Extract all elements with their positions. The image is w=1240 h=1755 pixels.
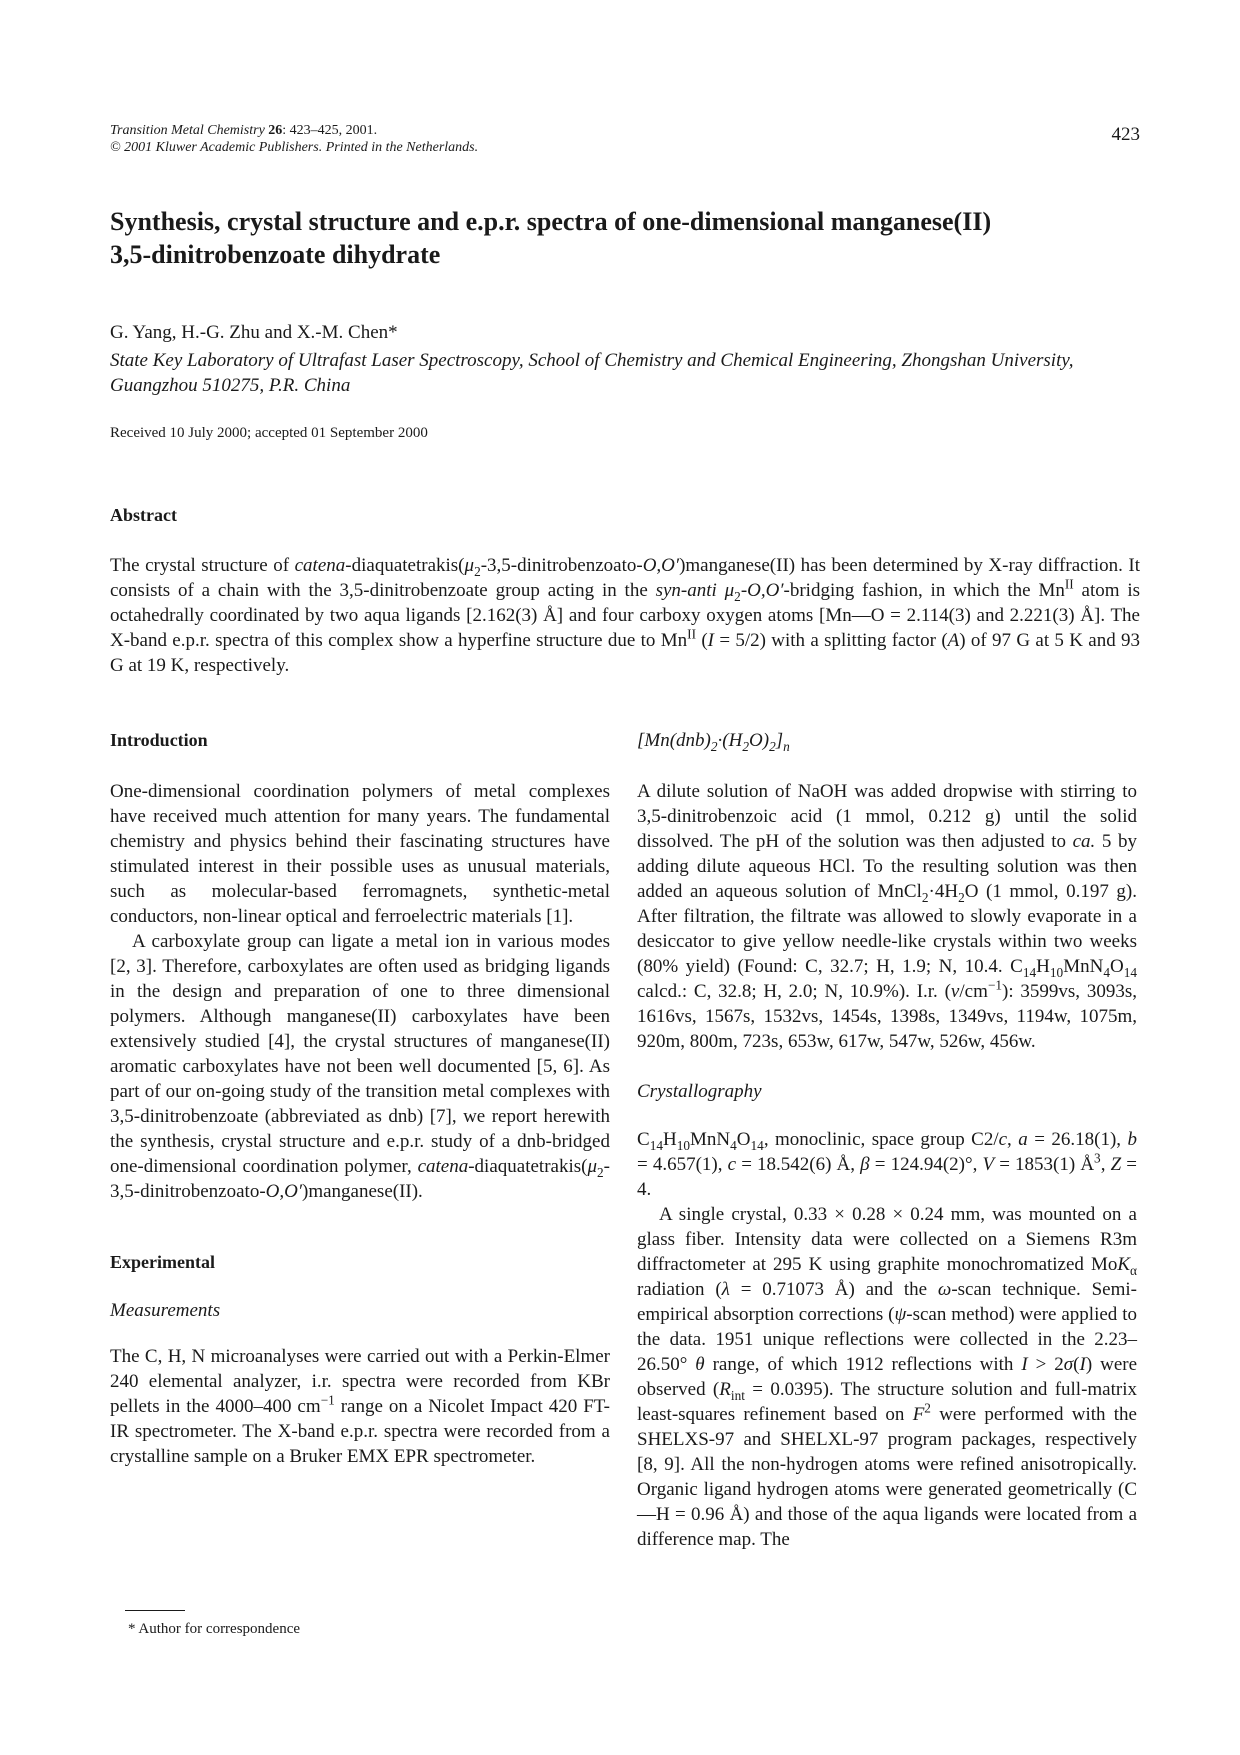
title-line-2: 3,5-dinitrobenzoate dihydrate bbox=[110, 240, 441, 269]
introduction-heading: Introduction bbox=[110, 730, 208, 750]
affiliation: State Key Laboratory of Ultrafast Laser Spectroscopy, School of Chemistry and Chemical Engineering, Zhongshan University, Guangzhou 510275, P.R. China bbox=[110, 350, 1074, 396]
intro-paragraph-2: A carboxylate group can ligate a metal ion in various modes [2, 3]. Therefore, carboxylates are often used as bridging ligands in the design and preparation of one to three dimensional polymers. Although manganese(II) carboxylates have been extensively studied [4], the crystal structures of manganese(II) aromatic carboxylates have not been well documented [5, 6]. As part of our on-going study of the transition metal complexes with 3,5-dinitrobenzoate (abbreviated as dnb) [7], we report herewith the synthesis, crystal structure and e.p.r. study of a dnb-bridged one-dimensional coordination polymer, catena-$diaquatetrakis(\mu_2-3,5-dinitrobenzoato-O,O')manganese(II)$. bbox=[110, 931, 610, 1202]
journal-volume: 26 bbox=[268, 123, 283, 138]
measurements-heading: Measurements bbox=[110, 1300, 221, 1321]
footnote-correspondence: * Author for correspondence bbox=[128, 1621, 301, 1637]
copyright-line: © 2001 Kluwer Academic Publishers. Printed in the Netherlands. bbox=[110, 140, 479, 155]
experimental-heading: Experimental bbox=[110, 1252, 215, 1272]
abstract-heading: Abstract bbox=[110, 505, 177, 525]
abstract-text: The crystal structure of catena-$diaquatetrakis(\mu_2-3,5-dinitrobenzoato-O,O')manganese(II)$ has been determined by X-ray diffraction. It consists of a chain with the 3,5-dinitrobenzoate group acting in the syn-anti $\mu_2-O,O'$-bridging fashion, in which the $Mn^{II}$ atom is octahedrally coordinated by two aqua ligands [2.162(3) Å] and four carboxy oxygen atoms [Mn—O = 2.114(3) and 2.221(3) Å]. The X-band e.p.r. spectra of this complex show a hyperfine structure due to $Mn^{II}$ (I = 5/2) with a splitting factor (A) of 97 G at 5 K and 93 G at 19 K, respectively. bbox=[110, 555, 1141, 676]
page-number: 423 bbox=[1111, 124, 1140, 145]
footnote-rule bbox=[125, 1610, 185, 1611]
right-column bbox=[637, 728, 1137, 1552]
crystallography-heading: Crystallography bbox=[637, 1081, 762, 1102]
unit-cell-paragraph: $C_{14}H_{10}MnN_4O_{14}$, monoclinic, space group C2/c, a = 26.18(1), b = 4.657(1), c = 18.542(6) Å, β = 124.94(2)°, V = 1853(1) $Å^3$, Z = 4. bbox=[637, 1129, 1138, 1200]
measurements-paragraph: The C, H, N microanalyses were carried out with a Perkin-Elmer 240 elemental analyzer, i.r. spectra were recorded from KBr pellets in the 4000–400 $cm^{-1}$ range on a Nicolet Impact 420 FT-IR spectrometer. The X-band e.p.r. spectra were recorded from a crystalline sample on a Bruker EMX EPR spectrometer. bbox=[110, 1346, 610, 1467]
journal-header bbox=[110, 122, 478, 156]
journal-citation bbox=[110, 122, 478, 139]
received-dates: Received 10 July 2000; accepted 01 September 2000 bbox=[110, 425, 428, 441]
journal-name: Transition Metal Chemistry bbox=[110, 123, 265, 138]
compound-heading: $[Mn(dnb)_2\cdot(H_2O)_2]_n$ bbox=[637, 730, 790, 754]
data-collection-paragraph: A single crystal, 0.33 × 0.28 × 0.24 mm, was mounted on a glass fiber. Intensity data were collected on a Siemens R3m diffractometer at 295 K using graphite monochromatized MoK$_\alpha$ radiation (λ = 0.71073 Å) and the ω-scan technique. Semi-empirical absorption corrections (ψ-scan method) were applied to the data. 1951 unique reflections were collected in the 2.23–26.50° θ range, of which 1912 reflections with I > 2σ(I) were observed $(R_{int} = 0.0395)$. The structure solution and full-matrix least-squares refinement based on $F^2$ were performed with the SHELXS-97 and SHELXL-97 program packages, respectively [8, 9]. All the non-hydrogen atoms were refined anisotropically. Organic ligand hydrogen atoms were generated geometrically (C—H = 0.96 Å) and those of the aqua ligands were located from a difference map. The bbox=[637, 1204, 1138, 1550]
author-list: G. Yang, H.-G. Zhu and X.-M. Chen* bbox=[110, 322, 398, 343]
intro-paragraph-1: One-dimensional coordination polymers of metal complexes have received much attention for many years. The fundamental chemistry and physics behind their fascinating structures have stimulated interest in their possible uses as unusual materials, such as molecular-based ferromagnets, synthetic-metal conductors, non-linear optical and ferroelectric materials [1]. bbox=[110, 781, 610, 927]
left-column bbox=[110, 728, 610, 1469]
journal-pages: : 423–425, 2001. bbox=[282, 123, 378, 138]
article-title bbox=[110, 205, 1140, 271]
synthesis-paragraph: A dilute solution of NaOH was added dropwise with stirring to 3,5-dinitrobenzoic acid (1 mmol, 0.212 g) until the solid dissolved. The pH of the solution was then adjusted to ca. 5 by adding dilute aqueous HCl. To the resulting solution was then added an aqueous solution of $MnCl_2\cdot 4H_2O$ (1 mmol, 0.197 g). After filtration, the filtrate was allowed to slowly evaporate in a desiccator to give yellow needle-like crystals within two weeks (80% yield) (Found: C, 32.7; H, 1.9; N, 10.4. $C_{14}H_{10}MnN_4O_{14}$ calcd.: C, 32.8; H, 2.0; N, 10.9%). I.r. $(\nu/cm^{-1})$: 3599vs, 3093s, 1616vs, 1567s, 1532vs, 1454s, 1398s, 1349vs, 1194w, 1075m, 920m, 800m, 723s, 653w, 617w, 547w, 526w, 456w. bbox=[637, 781, 1138, 1052]
title-line-1: Synthesis, crystal structure and e.p.r. spectra of one-dimensional manganese(II) bbox=[110, 207, 992, 236]
